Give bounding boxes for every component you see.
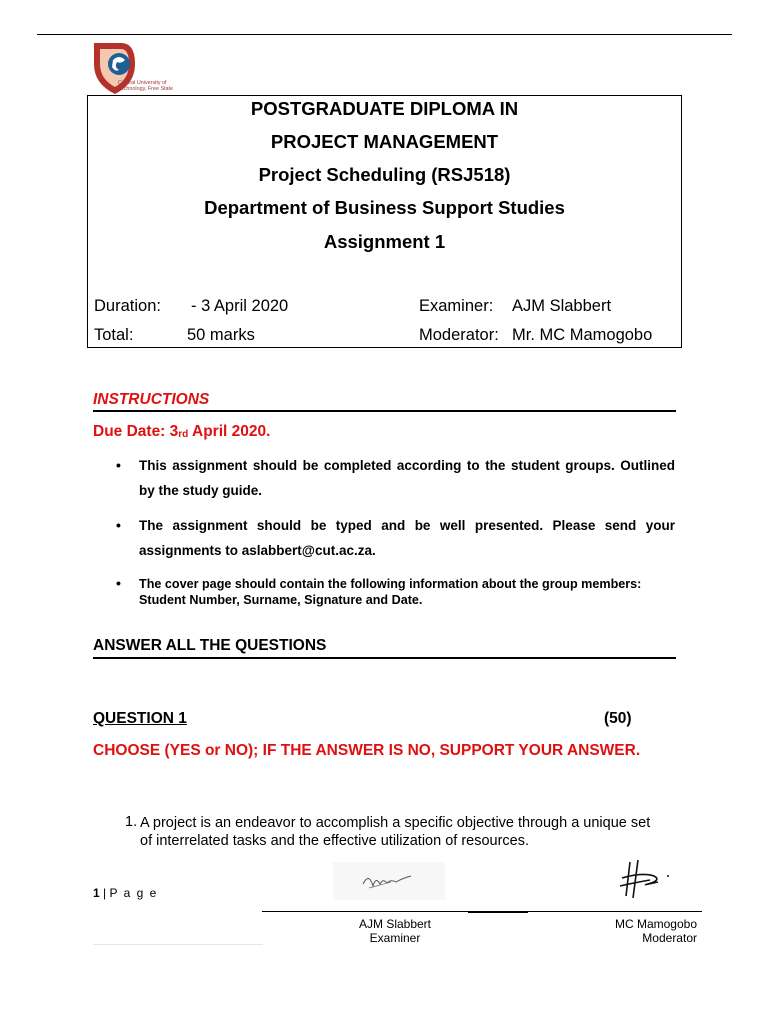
moderator-label: Moderator: [419,326,499,344]
moderator-role: Moderator [642,931,697,945]
signature-line-accent [468,911,528,913]
question-item-number: 1. [125,814,138,830]
examiner-signature [333,862,445,900]
top-rule [37,34,732,35]
header-box [87,95,682,348]
bullet-icon: • [116,517,121,533]
question-1-marks: (50) [604,710,632,727]
duration-label: Duration: [94,297,161,315]
department-title: Department of Business Support Studies [204,197,565,218]
duration-value: - 3 April 2020 [191,297,289,315]
programme-title: PROJECT MANAGEMENT [270,131,499,152]
question-item-text: A project is an endeavor to accomplish a specific objective through a unique set of interrelated tasks and the effective utilization of resources. [140,815,651,849]
page-number-value: 1 [93,886,100,900]
instruction-item: The cover page should contain the following information about the group members: Student Number, Surname, Signature and Date. [139,577,642,607]
question-1-title: QUESTION 1 [93,710,187,727]
examiner-value: AJM Slabbert [512,297,612,315]
moderator-name: MC Mamogobo [614,917,697,931]
footer-faint-line [93,944,263,945]
total-label: Total: [94,326,134,344]
examiner-name: AJM Slabbert [358,917,432,931]
assignment-title: Assignment 1 [323,231,446,252]
logo-text-line-1: Central University of [118,80,167,86]
answer-all-rule [93,657,676,659]
moderator-value: Mr. MC Mamogobo [512,326,653,344]
total-value: 50 marks [187,326,255,344]
question-1-instruction: CHOOSE (YES or NO); IF THE ANSWER IS NO, SUPPORT YOUR ANSWER. [93,742,641,759]
examiner-role: Examiner [369,931,421,945]
moderator-signoff [580,917,697,945]
due-date-ordinal: rd [178,429,189,440]
instructions-heading: INSTRUCTIONS [93,391,210,408]
answer-all-heading: ANSWER ALL THE QUESTIONS [93,637,327,654]
page-number-separator: | [99,886,110,900]
logo-text-line-2: Technology, Free State [118,86,174,92]
examiner-signoff [340,917,450,945]
bullet-icon: • [116,575,121,591]
bullet-icon: • [116,457,121,473]
page-word: P a g e [109,886,158,900]
due-date-prefix: Due Date: 3 [93,423,179,440]
instruction-item: This assignment should be completed according to the student groups. Outlined by the study guide. [139,458,675,498]
diploma-title: POSTGRADUATE DIPLOMA IN [250,98,519,119]
due-date [93,423,270,441]
examiner-label: Examiner: [419,297,494,315]
university-logo [93,42,185,98]
moderator-signature [618,858,674,900]
due-date-rest: April 2020. [188,423,271,440]
module-title: Project Scheduling (RSJ518) [258,164,511,185]
instructions-rule [93,410,676,412]
instruction-item: The assignment should be typed and be well presented. Please send your assignments to aslabbert@cut.ac.za. [139,518,675,558]
page-number [93,886,158,900]
